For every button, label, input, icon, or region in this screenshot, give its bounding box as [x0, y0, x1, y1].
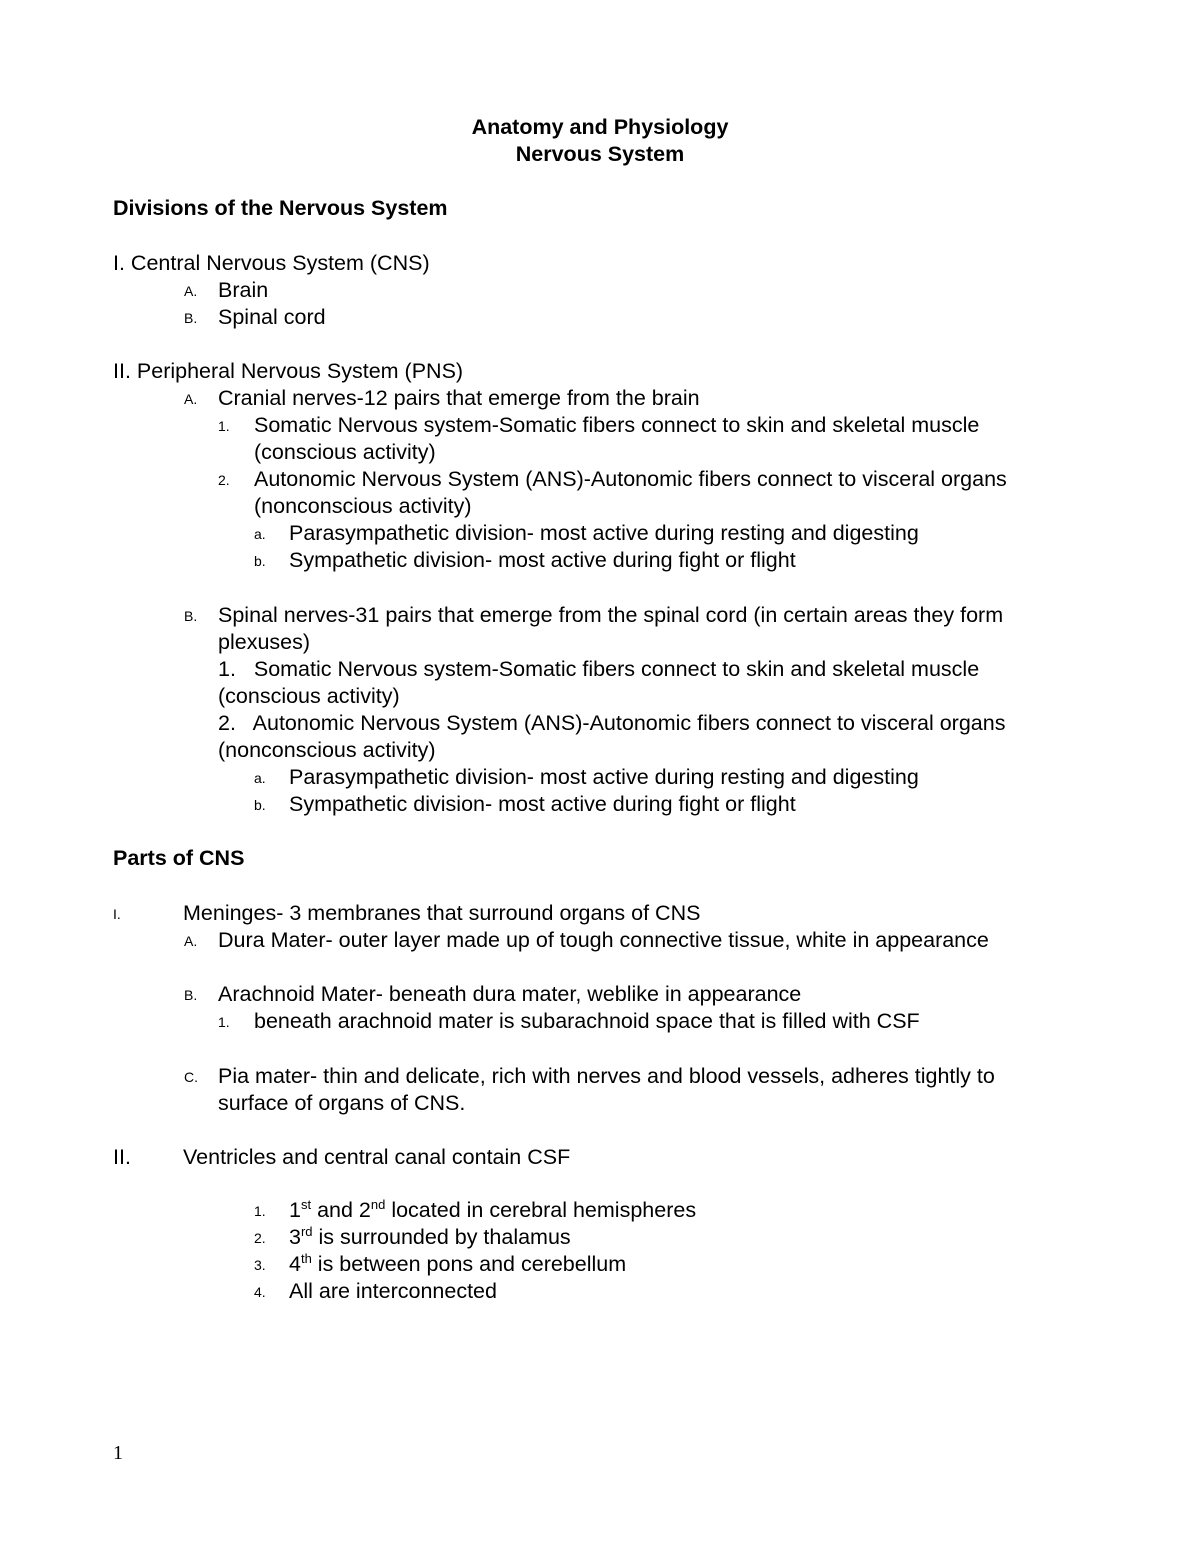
list-item: Ventricles and central canal contain CSF	[183, 1145, 571, 1169]
list-item-continuation: surface of organs of CNS.	[218, 1091, 466, 1115]
pns-heading: II. Peripheral Nervous System (PNS)	[113, 359, 464, 383]
document-subtitle: Nervous System	[515, 142, 685, 166]
list-item: Spinal cord	[218, 305, 326, 329]
list-item: Brain	[218, 278, 269, 302]
list-marker: A.	[184, 933, 198, 949]
list-marker: C.	[184, 1069, 198, 1085]
list-item: Sympathetic division- most active during fight or flight	[289, 792, 796, 816]
divisions-heading: Divisions of the Nervous System	[113, 196, 448, 220]
list-marker: 3.	[254, 1257, 266, 1273]
page-number: 1	[113, 1442, 123, 1464]
list-marker: b.	[254, 553, 266, 569]
list-marker: 4.	[254, 1284, 266, 1300]
list-marker: 1.	[218, 418, 230, 434]
list-marker: A.	[184, 391, 198, 407]
list-item: Autonomic Nervous System (ANS)-Autonomic fibers connect to visceral organs	[254, 467, 1007, 491]
list-item-continuation: (conscious activity)	[218, 684, 400, 708]
list-item-continuation: (conscious activity)	[254, 440, 436, 464]
list-item-continuation: (nonconscious activity)	[254, 494, 472, 518]
list-item-continuation: plexuses)	[218, 630, 311, 654]
list-marker: 1.	[254, 1203, 266, 1219]
list-marker: A.	[184, 283, 198, 299]
list-marker: 2.	[254, 1230, 266, 1246]
list-marker: 2.	[218, 472, 230, 488]
list-marker: a.	[254, 770, 266, 786]
list-item: Somatic Nervous system-Somatic fibers connect to skin and skeletal muscle	[254, 413, 980, 437]
list-item: Sympathetic division- most active during fight or flight	[289, 548, 796, 572]
document-title: Anatomy and Physiology	[471, 115, 729, 139]
list-item: Parasympathetic division- most active during resting and digesting	[289, 765, 919, 789]
list-marker: 1.	[218, 1014, 230, 1030]
list-item: 4th is between pons and cerebellum	[289, 1251, 627, 1276]
list-item: Spinal nerves-31 pairs that emerge from the spinal cord (in certain areas they form	[218, 603, 1004, 627]
list-marker: b.	[254, 797, 266, 813]
list-item: All are interconnected	[289, 1279, 497, 1303]
list-marker: I.	[113, 906, 121, 922]
list-item: 1. Somatic Nervous system-Somatic fibers connect to skin and skeletal muscle	[218, 657, 980, 681]
list-item-continuation: (nonconscious activity)	[218, 738, 436, 762]
list-marker: B.	[184, 987, 198, 1003]
list-item: Arachnoid Mater- beneath dura mater, weblike in appearance	[218, 982, 802, 1006]
parts-heading: Parts of CNS	[113, 846, 245, 870]
list-item: beneath arachnoid mater is subarachnoid space that is filled with CSF	[254, 1009, 920, 1033]
list-marker: B.	[184, 310, 198, 326]
list-item: Parasympathetic division- most active during resting and digesting	[289, 521, 919, 545]
list-marker: II.	[113, 1145, 131, 1169]
list-item: 3rd is surrounded by thalamus	[289, 1224, 571, 1249]
list-marker: B.	[184, 608, 198, 624]
list-item: Dura Mater- outer layer made up of tough connective tissue, white in appearance	[218, 928, 989, 952]
list-item: Cranial nerves-12 pairs that emerge from the brain	[218, 386, 700, 410]
cns-heading: I. Central Nervous System (CNS)	[113, 251, 430, 275]
list-item: 1st and 2nd located in cerebral hemispheres	[289, 1197, 697, 1222]
list-marker: a.	[254, 526, 266, 542]
list-item: Meninges- 3 membranes that surround organs of CNS	[183, 901, 701, 925]
list-item: Pia mater- thin and delicate, rich with nerves and blood vessels, adheres tightly to	[218, 1064, 995, 1088]
list-item: 2. Autonomic Nervous System (ANS)-Autonomic fibers connect to visceral organs	[218, 711, 1006, 735]
